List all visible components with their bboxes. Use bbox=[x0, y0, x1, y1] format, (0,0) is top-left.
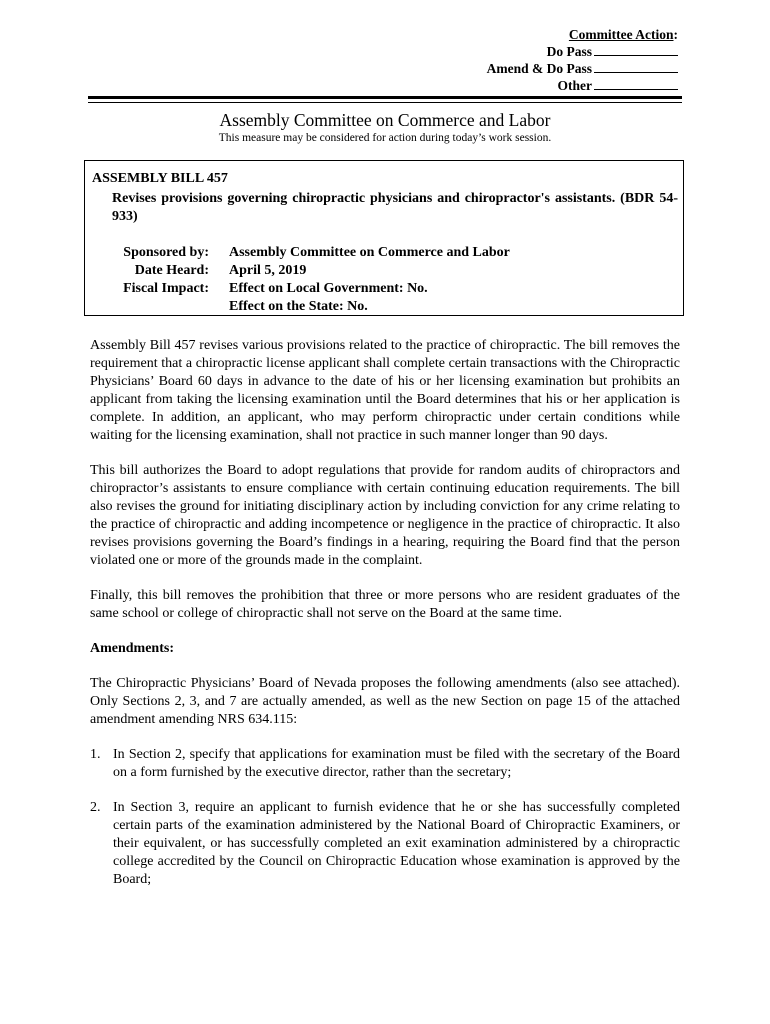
bill-body bbox=[90, 337, 680, 906]
action-label: Amend & Do Pass bbox=[486, 61, 592, 76]
committee-subtitle: This measure may be considered for action during today’s work session. bbox=[218, 132, 552, 144]
bill-description: Revises provisions governing chiropractic physicians and chiropractor's assistants. (BDR 54-933) bbox=[112, 191, 678, 224]
action-row-do-pass bbox=[418, 43, 678, 60]
action-row-amend-do-pass bbox=[418, 60, 678, 77]
body-paragraph: The Chiropractic Physicians’ Board of Nevada proposes the following amendments (also see attached). Only Sections 2, 3, and 7 are actually amended, as well as the new Section on page 15 of the attached amendment amending NRS 634.115: bbox=[90, 676, 680, 727]
action-blank-line bbox=[594, 43, 678, 56]
header-rule-thick bbox=[88, 96, 682, 99]
bill-number: ASSEMBLY BILL 457 bbox=[92, 171, 228, 186]
meta-value: Assembly Committee on Commerce and Labor bbox=[229, 245, 510, 260]
meta-value: Effect on the State: No. bbox=[229, 299, 368, 314]
meta-row-date bbox=[85, 262, 685, 280]
meta-row-fiscal bbox=[85, 280, 685, 298]
action-blank-line bbox=[594, 77, 678, 90]
meta-value: April 5, 2019 bbox=[229, 263, 307, 278]
committee-action-colon: : bbox=[673, 27, 678, 42]
list-number: 1. bbox=[90, 747, 101, 762]
committee-action-title: Committee Action bbox=[568, 27, 674, 42]
bill-meta bbox=[85, 244, 685, 316]
list-text: In Section 3, require an applicant to furnish evidence that he or she has successfully completed certain parts of the examination administered by the National Board of Chiropractic Examiners, or their equivalent, or has successfully completed an exit examination administered by a chiropractic college accredited by the Council on Chiropractic Education whose examination is approved by the Board; bbox=[113, 800, 680, 887]
bill-summary-box bbox=[84, 160, 684, 316]
meta-row-fiscal-state bbox=[85, 298, 685, 316]
meta-label: Sponsored by: bbox=[123, 245, 209, 260]
header-rule-thin bbox=[88, 102, 682, 103]
meta-value: Effect on Local Government: No. bbox=[229, 281, 428, 296]
committee-title: Assembly Committee on Commerce and Labor bbox=[219, 110, 551, 130]
amendments-heading: Amendments: bbox=[90, 641, 174, 656]
meta-label: Date Heard: bbox=[134, 263, 209, 278]
list-item bbox=[90, 746, 680, 782]
body-paragraph: Assembly Bill 457 revises various provisions related to the practice of chiropractic. The bill removes the requirement that a chiropractic license applicant shall complete certain transactions with the Chiropractic Physicians’ Board 60 days in advance to the date of his or her licensing examination but prohibits an applicant from taking the licensing examination until the Board determines that his or her application is complete. In addition, an applicant, who may perform chiropractic under certain conditions while waiting for the licensing examination, shall not practice in such manner longer than 90 days. bbox=[90, 338, 680, 443]
action-label: Other bbox=[557, 78, 592, 93]
body-paragraph: This bill authorizes the Board to adopt regulations that provide for random audits of chiropractors and chiropractor’s assistants to ensure compliance with certain continuing education requirements. The bill also revises the ground for initiating disciplinary action by including conviction for any crime relating to the practice of chiropractic and adding incompetence or negligence in the practice of chiropractic. It also revises provisions governing the Board’s findings in a hearing, requiring the Board find that the person violated one or more of the grounds made in the complaint. bbox=[90, 463, 680, 568]
action-row-other bbox=[418, 77, 678, 94]
meta-label: Fiscal Impact: bbox=[123, 281, 209, 296]
meta-label bbox=[85, 298, 229, 316]
committee-action-heading bbox=[418, 26, 678, 43]
list-text: In Section 2, specify that applications for examination must be filed with the secretary of the Board on a form furnished by the executive director, rather than the secretary; bbox=[113, 747, 680, 780]
action-blank-line bbox=[594, 60, 678, 73]
meta-row-sponsor bbox=[85, 244, 685, 262]
body-paragraph: Finally, this bill removes the prohibition that three or more persons who are resident graduates of the same school or college of chiropractic shall not serve on the Board at the same time. bbox=[90, 588, 680, 621]
action-label: Do Pass bbox=[546, 44, 592, 59]
list-number: 2. bbox=[90, 800, 101, 815]
committee-action-block bbox=[418, 26, 678, 94]
list-item bbox=[90, 799, 680, 889]
